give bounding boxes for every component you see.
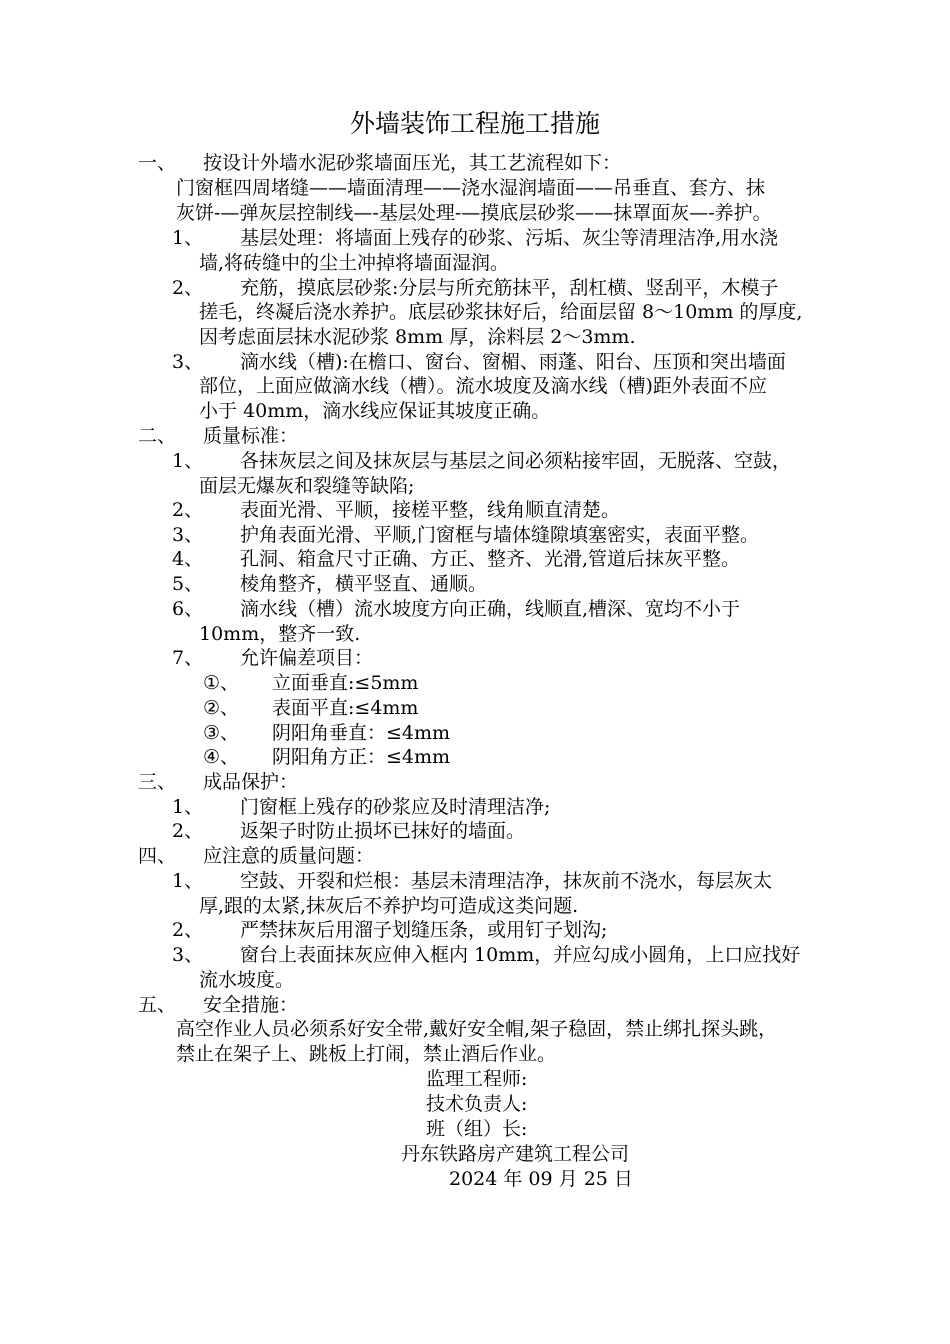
item-line: 基层处理：将墙面上残存的砂浆、污垢、灰尘等清理洁净,用水浇 — [240, 227, 779, 249]
item-line: 严禁抹灰后用溜子划缝压条，或用钉子划沟; — [240, 919, 608, 941]
section-4-number: 四、 — [138, 845, 177, 867]
document-title: 外墙装饰工程施工措施 — [349, 109, 600, 138]
subitem-text: 阴阳角垂直：≤4mm — [272, 722, 451, 744]
section-1-heading: 按设计外墙水泥砂浆墙面压光，其工艺流程如下： — [203, 152, 622, 174]
item-line: 各抹灰层之间及抹灰层与基层之间必须粘接牢固，无脱落、空鼓， — [240, 450, 792, 472]
item-number: 3、 — [172, 944, 204, 966]
subitem-number: ①、 — [203, 672, 240, 694]
item-number: 4、 — [172, 548, 204, 570]
item-line: 厚,跟的太紧,抹灰后不养护均可造成这类问题. — [199, 895, 579, 917]
item-line: 空鼓、开裂和烂根：基层未清理洁净，抹灰前不浇水，每层灰太 — [240, 870, 773, 892]
subitem-number: ③、 — [203, 722, 240, 744]
supervisor-signature-label: 监理工程师: — [426, 1068, 528, 1090]
item-line: 部位，上面应做滴水线（槽）。流水坡度及滴水线（槽)距外表面不应 — [199, 375, 767, 397]
item-number: 3、 — [172, 351, 204, 373]
item-number: 1、 — [172, 796, 204, 818]
section-4-heading: 应注意的质量问题： — [203, 845, 375, 867]
section-1-intro-line-2: 灰饼-—弹灰层控制线—-基层处理-—摸底层砂浆——抹罩面灰—-养护。 — [176, 202, 772, 224]
item-line: 孔洞、箱盒尺寸正确、方正、整齐、光滑,管道后抹灰平整。 — [240, 548, 741, 570]
item-line: 墙,将砖缝中的尘土冲掉将墙面湿润。 — [199, 252, 510, 274]
item-line: 窗台上表面抹灰应伸入框内 10mm，并应勾成小圆角，上口应找好 — [240, 944, 801, 966]
subitem-number: ②、 — [203, 697, 240, 719]
section-1-number: 一、 — [138, 152, 177, 174]
company-name: 丹东铁路房产建筑工程公司 — [401, 1143, 630, 1165]
item-line: 允许偏差项目： — [240, 647, 374, 669]
item-line: 小于 40mm，滴水线应保证其坡度正确。 — [199, 400, 551, 422]
section-3-heading: 成品保护： — [203, 771, 299, 793]
section-5-body-line-1: 高空作业人员必须系好安全带,戴好安全帽,架子稳固，禁止绑扎探头跳， — [176, 1018, 778, 1040]
section-2-heading: 质量标准： — [203, 425, 299, 447]
item-line: 10mm，整齐一致. — [199, 623, 361, 645]
item-line: 棱角整齐，横平竖直、通顺。 — [240, 573, 488, 595]
section-5-number: 五、 — [138, 994, 177, 1016]
subitem-text: 阴阳角方正：≤4mm — [272, 746, 451, 768]
item-line: 表面光滑、平顺，接槎平整，线角顺直清楚。 — [240, 499, 621, 521]
item-line: 返架子时防止损坏已抹好的墙面。 — [240, 820, 526, 842]
section-5-body-line-2: 禁止在架子上、跳板上打闹，禁止酒后作业。 — [176, 1043, 557, 1065]
item-number: 1、 — [172, 227, 204, 249]
item-line: 因考虑面层抹水泥砂浆 8mm 厚，涂料层 2～3mm. — [199, 326, 636, 348]
item-line: 面层无爆灰和裂缝等缺陷; — [199, 475, 415, 497]
subitem-text: 表面平直:≤4mm — [272, 697, 419, 719]
item-number: 6、 — [172, 598, 204, 620]
item-number: 2、 — [172, 820, 204, 842]
item-number: 5、 — [172, 573, 204, 595]
subitem-number: ④、 — [203, 746, 240, 768]
subitem-text: 立面垂直:≤5mm — [272, 672, 419, 694]
item-number: 1、 — [172, 870, 204, 892]
item-line: 门窗框上残存的砂浆应及时清理洁净; — [240, 796, 551, 818]
item-line: 流水坡度。 — [199, 969, 295, 991]
item-number: 7、 — [172, 647, 204, 669]
document-date: 2024 年 09 月 25 日 — [449, 1168, 633, 1190]
item-number: 2、 — [172, 919, 204, 941]
tech-lead-signature-label: 技术负责人: — [426, 1093, 528, 1115]
section-5-heading: 安全措施： — [203, 994, 299, 1016]
item-line: 搓毛，终凝后浇水养护。底层砂浆抹好后，给面层留 8～10mm 的厚度, — [199, 301, 803, 323]
item-line: 滴水线（槽）流水坡度方向正确，线顺直,槽深、宽均不小于 — [240, 598, 741, 620]
item-line: 滴水线（槽):在檐口、窗台、窗楣、雨蓬、阳台、压顶和突出墙面 — [240, 351, 786, 373]
team-lead-signature-label: 班（组）长: — [426, 1118, 528, 1140]
section-3-number: 三、 — [138, 771, 177, 793]
item-line: 充筋，摸底层砂浆:分层与所充筋抹平，刮杠横、竖刮平，木模子 — [240, 277, 779, 299]
item-number: 2、 — [172, 277, 204, 299]
section-1-intro-line-1: 门窗框四周堵缝——墙面清理——浇水湿润墙面——吊垂直、套方、抹 — [176, 177, 766, 199]
item-number: 1、 — [172, 450, 204, 472]
section-2-number: 二、 — [138, 425, 177, 447]
item-number: 2、 — [172, 499, 204, 521]
item-line: 护角表面光滑、平顺,门窗框与墙体缝隙填塞密实，表面平整。 — [240, 524, 760, 546]
item-number: 3、 — [172, 524, 204, 546]
